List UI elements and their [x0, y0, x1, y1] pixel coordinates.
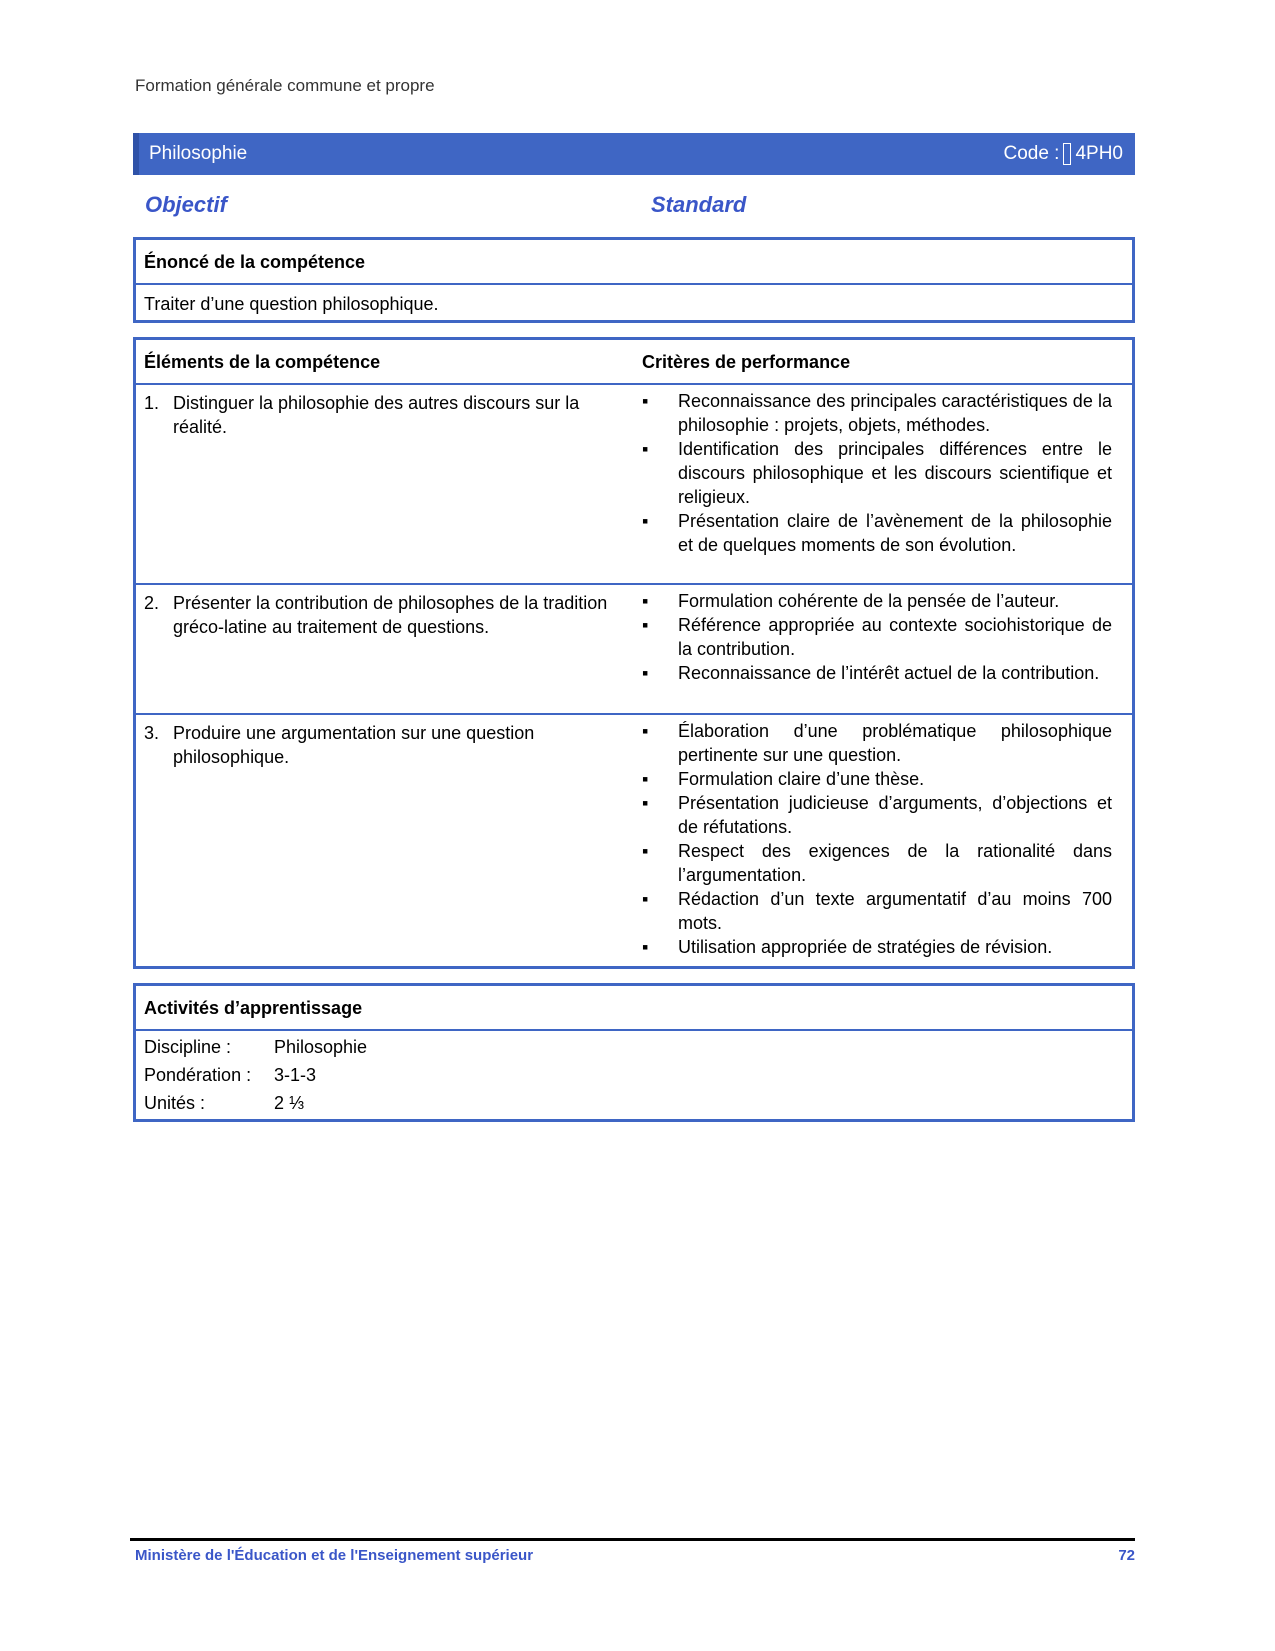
criterion-text: Référence appropriée au contexte sociohistorique de la contribution. — [678, 615, 1112, 659]
criteria-list — [642, 589, 1112, 685]
element-text: Distinguer la philosophie des autres discours sur la réalité. — [173, 393, 580, 437]
criterion-item — [642, 719, 1112, 767]
competence-statement-heading: Énoncé de la compétence — [136, 240, 1132, 285]
standard-label: Standard — [651, 192, 747, 217]
criterion-text: Élaboration d’une problématique philosophique pertinente sur une question. — [678, 721, 1112, 765]
element-row — [136, 585, 1132, 715]
criterion-item — [642, 389, 1112, 437]
learning-activities-box — [133, 983, 1135, 1122]
criterion-item — [642, 661, 1112, 685]
elements-heading: Éléments de la compétence — [144, 352, 381, 372]
bullet-icon: ▪ — [642, 769, 649, 789]
element-number: 3. — [144, 723, 160, 743]
course-title: Philosophie — [149, 143, 248, 164]
criteria-list — [642, 389, 1112, 557]
code-value: 4PH0 — [1075, 143, 1123, 165]
bullet-icon: ▪ — [642, 721, 649, 741]
elements-table-header — [136, 340, 1132, 385]
objectif-label: Objectif — [145, 192, 227, 217]
criterion-text: Formulation claire d’une thèse. — [678, 769, 925, 789]
element-number: 1. — [144, 393, 160, 413]
bullet-icon: ▪ — [642, 841, 649, 861]
criterion-item — [642, 935, 1112, 959]
course-code — [1003, 143, 1123, 165]
element-text: Produire une argumentation sur une question philosophique. — [173, 723, 535, 767]
competence-elements-table — [133, 337, 1135, 969]
ponderation-label: Pondération : — [144, 1065, 252, 1085]
criterion-item — [642, 589, 1112, 613]
criterion-item — [642, 437, 1112, 509]
page-number: 72 — [1118, 1547, 1135, 1564]
course-title-bar — [133, 133, 1135, 175]
criteria-list — [642, 719, 1112, 959]
element-cell — [144, 721, 619, 769]
criterion-text: Reconnaissance de l’intérêt actuel de la contribution. — [678, 663, 1100, 683]
bullet-icon: ▪ — [642, 663, 649, 683]
criterion-item — [642, 613, 1112, 661]
criterion-text: Formulation cohérente de la pensée de l’auteur. — [678, 591, 1060, 611]
criterion-text: Présentation claire de l’avènement de la philosophie et de quelques moments de son évolution. — [678, 511, 1112, 555]
element-row — [136, 385, 1132, 585]
objective-standard-row — [145, 192, 1135, 222]
bullet-icon: ▪ — [642, 511, 649, 531]
bullet-icon: ▪ — [642, 591, 649, 611]
unites-label: Unités : — [144, 1093, 206, 1113]
criterion-item — [642, 839, 1112, 887]
criterion-text: Identification des principales différences entre le discours philosophique et les discours scientifique et religieux. — [678, 439, 1112, 507]
learning-activities-heading: Activités d’apprentissage — [136, 986, 1132, 1031]
discipline-line — [144, 1037, 1124, 1065]
code-label: Code : — [1003, 143, 1060, 165]
criterion-text: Respect des exigences de la rationalité dans l’argumentation. — [678, 841, 1112, 885]
criterion-item — [642, 887, 1112, 935]
criterion-text: Utilisation appropriée de stratégies de révision. — [678, 937, 1053, 957]
competence-statement-text: Traiter d’une question philosophique. — [144, 294, 439, 314]
bullet-icon: ▪ — [642, 391, 649, 411]
bullet-icon: ▪ — [642, 615, 649, 635]
unites-value: 2 ⅓ — [274, 1093, 305, 1113]
document-header: Formation générale commune et propre — [135, 76, 435, 95]
criterion-item — [642, 767, 1112, 791]
element-row — [136, 715, 1132, 966]
footer-rule — [130, 1538, 1135, 1541]
element-number: 2. — [144, 593, 160, 613]
element-cell — [144, 591, 619, 639]
competence-statement-box — [133, 237, 1135, 323]
criterion-text: Reconnaissance des principales caractéristiques de la philosophie : projets, objets, méthodes. — [678, 391, 1112, 435]
ponderation-line — [144, 1065, 1124, 1093]
criteria-heading: Critères de performance — [642, 352, 851, 372]
criterion-item — [642, 791, 1112, 839]
discipline-label: Discipline : — [144, 1037, 232, 1057]
code-separator — [1063, 143, 1071, 165]
unites-line — [144, 1093, 1124, 1121]
element-text: Présenter la contribution de philosophes de la tradition gréco-latine au traitement de questions. — [173, 593, 608, 637]
bullet-icon: ▪ — [642, 937, 649, 957]
criterion-text: Rédaction d’un texte argumentatif d’au moins 700 mots. — [678, 889, 1112, 933]
learning-activities-details — [136, 1031, 1132, 1127]
ponderation-value: 3-1-3 — [274, 1065, 317, 1085]
bullet-icon: ▪ — [642, 889, 649, 909]
criterion-item — [642, 509, 1112, 557]
page-footer — [135, 1547, 1135, 1564]
bullet-icon: ▪ — [642, 793, 649, 813]
bullet-icon: ▪ — [642, 439, 649, 459]
element-cell — [144, 391, 619, 439]
discipline-value: Philosophie — [274, 1037, 368, 1057]
footer-ministry: Ministère de l'Éducation et de l'Enseignement supérieur — [135, 1547, 534, 1564]
criterion-text: Présentation judicieuse d’arguments, d’objections et de réfutations. — [678, 793, 1112, 837]
